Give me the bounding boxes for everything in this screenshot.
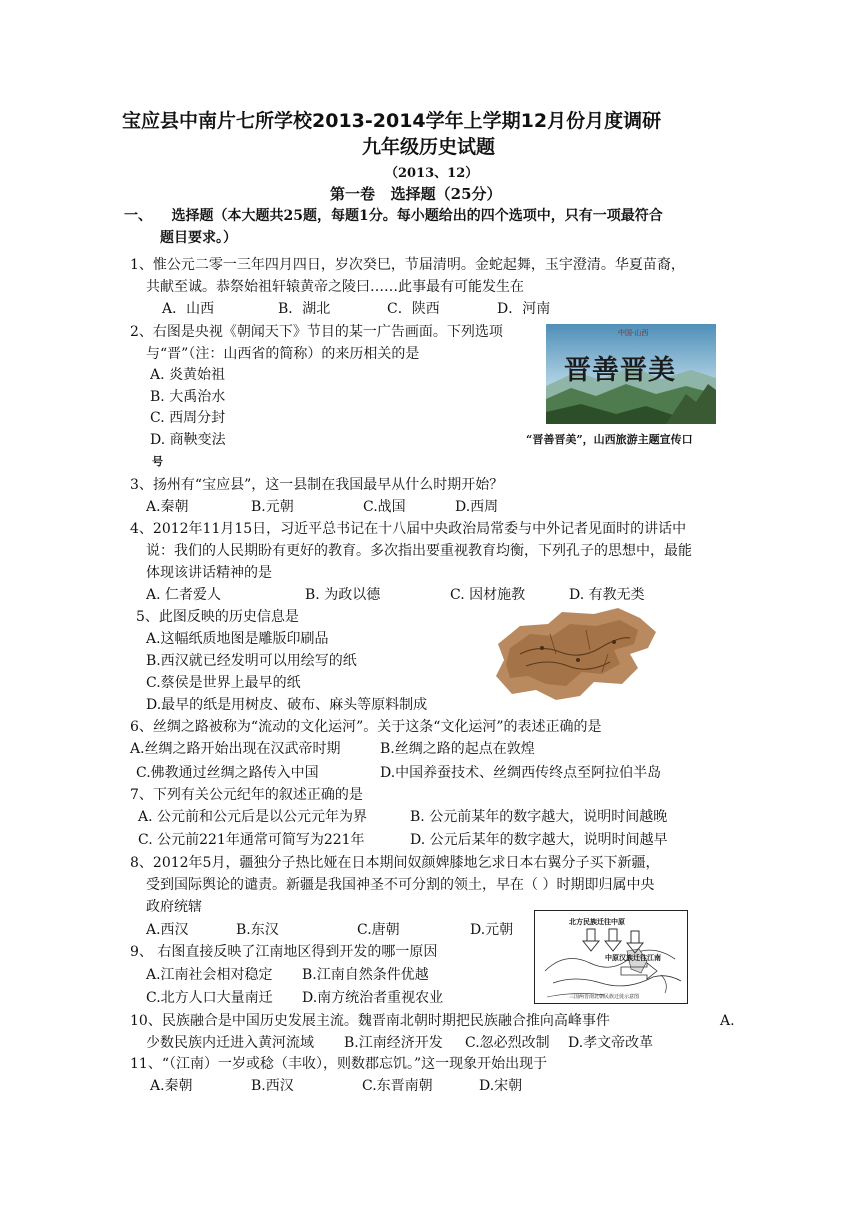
- q10-stem-line1: 10、民族融合是中国历史发展主流。魏晋南北朝时期把民族融合推向高峰事件: [130, 1013, 610, 1029]
- q1-option-b: B．湖北: [278, 301, 331, 317]
- q10-option-c: C.忽必烈改制: [465, 1035, 550, 1051]
- q11-option-c: C.东晋南朝: [362, 1078, 433, 1094]
- q1-option-a: A．山西: [162, 301, 215, 317]
- q3-option-a: A.秦朝: [146, 499, 189, 515]
- map-label-south: 中原汉族迁往江南: [605, 953, 661, 962]
- q7-stem-line1: 7、下列有关公元纪年的叙述正确的是: [130, 787, 363, 803]
- map-caption: 三国两晋南北朝民族迁徙示意图: [569, 994, 640, 1000]
- q2-stem-line2: 与“晋”（注：山西省的简称）的来历相关的是: [146, 346, 420, 362]
- q11-option-b: B.西汉: [251, 1078, 294, 1094]
- q9-option-a: A.江南社会相对稳定: [146, 967, 273, 983]
- q5-option-b: B.西汉就已经发明可以用绘写的纸: [146, 653, 357, 669]
- q4-stem-line2: 说：我们的人民期盼有更好的教育。多次指出要重视教育均衡，下列孔子的思想中，最能: [146, 543, 692, 559]
- instructions-line2: 题目要求。）: [160, 230, 237, 246]
- q8-option-a: A.西汉: [146, 922, 189, 938]
- q5-stem-line1: 5、此图反映的历史信息是: [136, 609, 299, 625]
- shanxi-tourism-ad-image: [546, 324, 716, 424]
- ad-small-label: 中国·山西: [618, 329, 649, 337]
- q1-option-d: D．河南: [497, 301, 551, 317]
- section-title: 第一卷 选择题（25分）: [330, 185, 502, 203]
- q6-option-a: A.丝绸之路开始出现在汉武帝时期: [130, 741, 341, 757]
- q2-option-d: D. 商鞅变法: [150, 432, 226, 448]
- q11-stem-line1: 11、“（江南）一岁或稔（丰收），则数郡忘饥。”这一现象开始出现于: [130, 1056, 548, 1072]
- q3-option-b: B.元朝: [251, 499, 294, 515]
- exam-date: （2013、12）: [385, 166, 479, 181]
- page-title: 宝应县中南片七所学校2013-2014学年上学期12月份月度调研: [122, 110, 662, 132]
- q8-option-c: C.唐朝: [357, 922, 400, 938]
- q7-option-a: A. 公元前和公元后是以公元元年为界: [138, 809, 368, 825]
- q4-stem-line3: 体现该讲话精神的是: [146, 565, 272, 581]
- q6-option-d: D.中国养蚕技术、丝绸西传终点至阿拉伯半岛: [380, 765, 662, 781]
- q2-image-caption: “晋善晋美”，山西旅游主题宣传口: [526, 433, 693, 446]
- q2-option-a: A. 炎黄始祖: [150, 367, 226, 383]
- q4-option-b: B. 为政以德: [305, 587, 381, 603]
- q4-option-d: D. 有教无类: [569, 587, 645, 603]
- q3-option-d: D.西周: [455, 499, 499, 515]
- q10-option-a: 少数民族内迁进入黄河流域: [146, 1035, 314, 1051]
- q10-option-b: B.江南经济开发: [344, 1035, 443, 1051]
- q7-option-c: C. 公元前221年通常可简写为221年: [138, 832, 365, 848]
- ancient-paper-fragment-icon: [490, 604, 660, 704]
- q9-stem-line1: 9、 右图直接反映了江南地区得到开发的哪一原因: [130, 944, 438, 960]
- q3-stem-line1: 3、扬州有“宝应县”，这一县制在我国最早从什么时期开始？: [130, 477, 504, 493]
- q8-option-b: B.东汉: [236, 922, 279, 938]
- q5-option-d: D.最早的纸是用树皮、破布、麻头等原料制成: [146, 697, 428, 713]
- q1-stem-line2: 共献至诚。恭祭始祖轩辕黄帝之陵曰……此事最有可能发生在: [146, 279, 524, 295]
- q2-image-caption-cont: 号: [152, 455, 163, 468]
- q2-stem-line1: 2、右图是央视《朝闻天下》节目的某一广告画面。下列选项: [130, 324, 503, 340]
- q8-option-d: D.元朝: [470, 922, 514, 938]
- paper-map-image: [490, 604, 660, 704]
- q7-option-b: B. 公元前某年的数字越大，说明时间越晚: [410, 809, 668, 825]
- q1-stem-line1: 1、惟公元二零一三年四月四日，岁次癸巳，节届清明。金蛇起舞，玉宇澄清。华夏苗裔，: [130, 257, 685, 273]
- q9-option-b: B.江南自然条件优越: [302, 967, 429, 983]
- q10-option-a-prefix: A.: [720, 1013, 735, 1029]
- q7-option-d: D. 公元后某年的数字越大，说明时间越早: [410, 832, 668, 848]
- q4-option-a: A. 仁者爱人: [146, 587, 222, 603]
- instructions-line1: 一、 选择题（本大题共25题，每题1分。每小题给出的四个选项中，只有一项最符合: [124, 208, 663, 224]
- page-subtitle: 九年级历史试题: [362, 136, 496, 158]
- q6-option-b: B.丝绸之路的起点在敦煌: [380, 741, 535, 757]
- q1-option-c: C．陕西: [387, 301, 440, 317]
- q8-stem-line3: 政府统辖: [146, 899, 202, 915]
- q4-stem-line1: 4、2012年11月15日，习近平总书记在十八届中央政治局常委与中外记者见面时的讲话中: [130, 521, 687, 537]
- migration-map-image: [534, 910, 688, 1004]
- q2-option-c: C. 西周分封: [150, 410, 226, 426]
- q8-stem-line2: 受到国际舆论的谴责。新疆是我国神圣不可分割的领土，早在（ ）时期即归属中央: [146, 877, 655, 893]
- q11-option-a: A.秦朝: [150, 1078, 193, 1094]
- q5-option-c: C.蔡侯是世界上最早的纸: [146, 675, 301, 691]
- q10-option-d: D.孝文帝改革: [568, 1035, 654, 1051]
- q6-stem-line1: 6、丝绸之路被称为“流动的文化运河”。关于这条“文化运河”的表述正确的是: [130, 719, 602, 735]
- q4-option-c: C. 因材施教: [450, 587, 526, 603]
- map-label-north: 北方民族迁往中原: [569, 917, 625, 926]
- q3-option-c: C.战国: [363, 499, 406, 515]
- q5-option-a: A.这幅纸质地图是雕版印刷品: [146, 631, 329, 647]
- q9-option-d: D.南方统治者重视农业: [302, 990, 444, 1006]
- q8-stem-line1: 8、2012年5月，疆独分子热比娅在日本期间奴颜婢膝地乞求日本右翼分子买下新疆，: [130, 855, 660, 871]
- q9-option-c: C.北方人口大量南迁: [146, 990, 273, 1006]
- q6-option-c: C.佛教通过丝绸之路传入中国: [136, 765, 319, 781]
- ad-slogan: 晋善晋美: [564, 355, 676, 386]
- q11-option-d: D.宋朝: [479, 1078, 523, 1094]
- q2-option-b: B. 大禹治水: [150, 389, 226, 405]
